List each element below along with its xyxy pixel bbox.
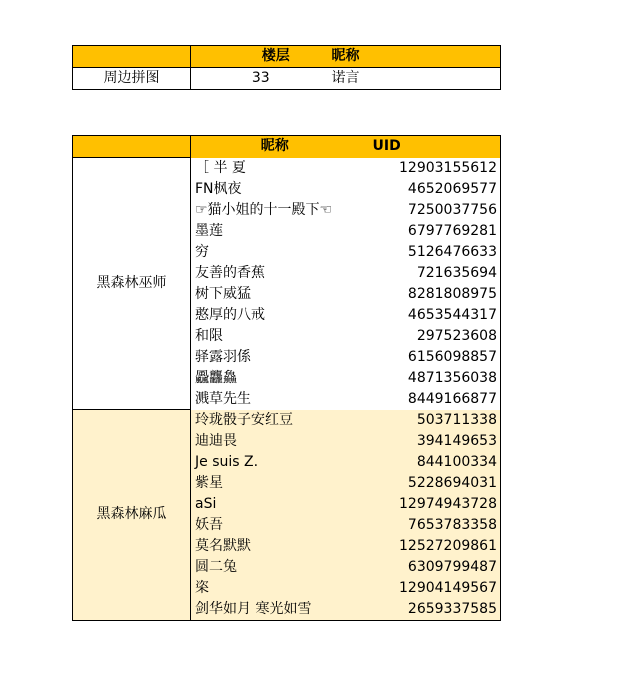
uid-cell: 844100334 — [351, 452, 501, 473]
group-name-cell: 黑森林巫师 — [73, 158, 191, 410]
uid-cell: 12904149567 — [351, 578, 501, 599]
uid-cell: 297523608 — [351, 326, 501, 347]
floor-summary-row — [73, 68, 501, 90]
nickname-cell: 和限 — [195, 327, 223, 344]
uid-cell: 6309799487 — [351, 557, 501, 578]
nickname-cell: ☞猫小姐的十一殿下☜ — [195, 201, 333, 218]
nickname-cell: 飍龘鱻 — [195, 369, 237, 386]
header-floor: 楼层 — [191, 46, 331, 68]
uid-cell: 4871356038 — [351, 368, 501, 389]
member-uid-table — [72, 135, 501, 621]
row-nickname: 诺言 — [331, 68, 501, 90]
uid-cell: 2659337585 — [351, 599, 501, 621]
nickname-cell: aSi — [191, 494, 351, 515]
nickname-cell: Je suis Z. — [191, 452, 351, 473]
uid-cell: 721635694 — [351, 263, 501, 284]
nickname-cell: 莫名默默 — [191, 536, 351, 557]
uid-cell: 4652069577 — [351, 179, 501, 200]
group-name-cell: 黑森林麻瓜 — [73, 410, 191, 621]
uid-cell: 503711338 — [351, 410, 501, 431]
nickname-cell: 穷 — [195, 243, 209, 260]
uid-cell: 5228694031 — [351, 473, 501, 494]
nickname-cell: FN枫夜 — [195, 180, 242, 197]
uid-cell: 6156098857 — [351, 347, 501, 368]
uid-cell: 12974943728 — [351, 494, 501, 515]
uid-cell: 8449166877 — [351, 389, 501, 410]
header-nickname: 昵称 — [331, 46, 501, 68]
nickname-cell: 憨厚的八戒 — [195, 306, 265, 323]
floor-summary-header-row — [73, 46, 501, 68]
table-row — [73, 158, 501, 179]
uid-cell: 4653544317 — [351, 305, 501, 326]
nickname-cell: 树下威猛 — [195, 285, 251, 302]
row-label: 周边拼图 — [73, 68, 191, 90]
uid-cell: 7653783358 — [351, 515, 501, 536]
uid-cell: 394149653 — [351, 431, 501, 452]
uid-cell: 6797769281 — [351, 221, 501, 242]
nickname-cell: ［ 半 夏 — [195, 159, 246, 176]
nickname-cell: 玲珑骰子安红豆 — [191, 410, 351, 431]
nickname-cell: 紫星 — [191, 473, 351, 494]
nickname-cell: 墨莲 — [195, 222, 223, 239]
nickname-cell: 迪迪畏 — [191, 431, 351, 452]
uid-cell: 5126476633 — [351, 242, 501, 263]
header-nickname: 昵称 — [191, 136, 351, 158]
nickname-cell: 驿露羽係 — [195, 348, 251, 365]
nickname-cell: 栥 — [191, 578, 351, 599]
floor-summary-table — [72, 45, 501, 90]
member-table-header-row — [73, 136, 501, 158]
uid-cell: 7250037756 — [351, 200, 501, 221]
nickname-cell: 妖吾 — [191, 515, 351, 536]
uid-cell: 8281808975 — [351, 284, 501, 305]
uid-cell: 12903155612 — [351, 158, 501, 179]
uid-cell: 12527209861 — [351, 536, 501, 557]
nickname-cell: 友善的香蕉 — [195, 264, 265, 281]
table-row — [73, 410, 501, 431]
header-group-blank — [73, 136, 191, 158]
header-uid: UID — [351, 136, 501, 158]
nickname-cell: 圆二兔 — [191, 557, 351, 578]
row-floor: 33 — [191, 68, 331, 90]
nickname-cell: 溅草先生 — [195, 390, 251, 407]
nickname-cell: 剑华如月 寒光如雪 — [191, 599, 351, 621]
header-blank-cell — [73, 46, 191, 68]
